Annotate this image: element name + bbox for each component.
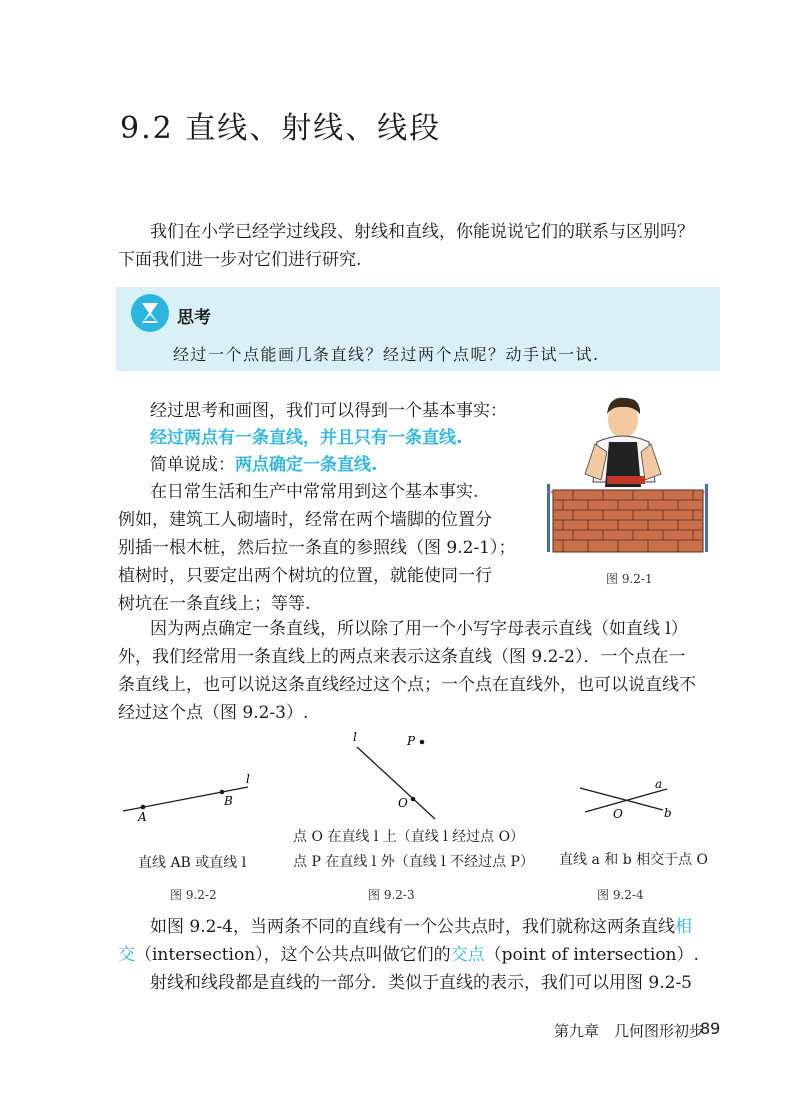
figure3-diagram [335,727,455,831]
body2-line-3: 条直线上，也可以说这条直线经过这个点；一个点在直线外，也可以说直线不 [118,675,696,695]
label-p: P [407,734,416,748]
body3-line-2 [118,941,699,969]
body1-line-3: 别插一根木桩，然后拉一条直的参照线（图 9.2-1）； [118,538,516,558]
point-p [420,740,425,745]
label-o: O [398,796,408,810]
think-icon [130,293,170,337]
figure4-diagram [575,772,685,826]
body3-line-1 [150,913,692,941]
figure3-label-2: 点 P 在直线 l 外（直线 l 不经过点 P） [293,854,534,870]
think-title: 思考 [177,308,211,328]
label-o4: O [613,807,623,821]
term-intersection-point: 交点 [450,945,485,965]
label-b: B [224,794,233,808]
bricklayer-illustration [545,392,725,566]
figure3-caption: 图 9.2-3 [368,888,415,902]
body4-line: 射线和线段都是直线的一部分．类似于直线的表示，我们可以用图 9.2-5 [150,973,692,993]
label-a4: a [655,777,663,791]
body2-line-2: 外，我们经常用一条直线上的两点来表示这条直线（图 9.2-2）．一个点在一 [118,647,686,667]
intro-line-1: 我们在小学已经学过线段、射线和直线，你能说说它们的联系与区别吗？ [150,222,694,242]
fact-short-prefix: 简单说成： [150,455,235,475]
think-text: 经过一个点能画几条直线？经过两个点呢？动手试一试. [173,345,600,364]
figure3-label-1: 点 O 在直线 l 上（直线 l 经过点 O） [293,829,525,845]
label-b4: b [664,806,672,820]
body3-line2-suffix: （point of intersection）. [484,945,699,965]
term-intersect-1: 相 [675,917,692,937]
point-a [141,805,146,810]
intro-line-2: 下面我们进一步对它们进行研究. [118,250,362,270]
footer-chapter: 第九章 几何图形初步 [554,1022,705,1040]
body1-line-1: 在日常生活和生产中常常用到这个基本事实. [150,482,479,502]
page-number: 89 [700,1019,721,1038]
label-l: l [246,772,250,786]
fact-lead: 经过思考和画图，我们可以得到一个基本事实： [150,401,507,421]
fact-short [150,451,377,479]
body1-line-5: 树坑在一条直线上；等等. [118,594,311,614]
figure2-diagram [118,765,258,829]
figure4-label: 直线 a 和 b 相交于点 O [559,852,709,868]
label-l3: l [353,730,357,744]
term-intersect-2: 交 [118,945,135,965]
body2-line-4: 经过这个点（图 9.2-3）. [118,703,309,723]
point-o [411,797,416,802]
body1-line-4: 植树时，只要定出两个树坑的位置，就能使同一行 [118,566,492,586]
body3-line2-mid: （intersection），这个公共点叫做它们的 [135,945,451,965]
body3-line1-text: 如图 9.2-4，当两条不同的直线有一个公共点时，我们就称这两条直线 [150,917,675,937]
figure1-caption: 图 9.2-1 [606,572,653,586]
section-title: 9.2 直线、射线、线段 [120,111,442,146]
fact-short-statement: 两点确定一条直线. [235,455,378,475]
body1-line-2: 例如，建筑工人砌墙时，经常在两个墙脚的位置分 [118,510,492,530]
figure2-caption: 图 9.2-2 [170,888,217,902]
fact-statement: 经过两点有一条直线，并且只有一条直线. [150,428,463,448]
figure3-line [357,747,435,819]
body2-line-1: 因为两点确定一条直线，所以除了用一个小写字母表示直线（如直线 l） [150,619,688,639]
figure2-label: 直线 AB 或直线 l [138,855,247,871]
label-a: A [138,810,147,824]
figure4-caption: 图 9.2-4 [597,888,644,902]
